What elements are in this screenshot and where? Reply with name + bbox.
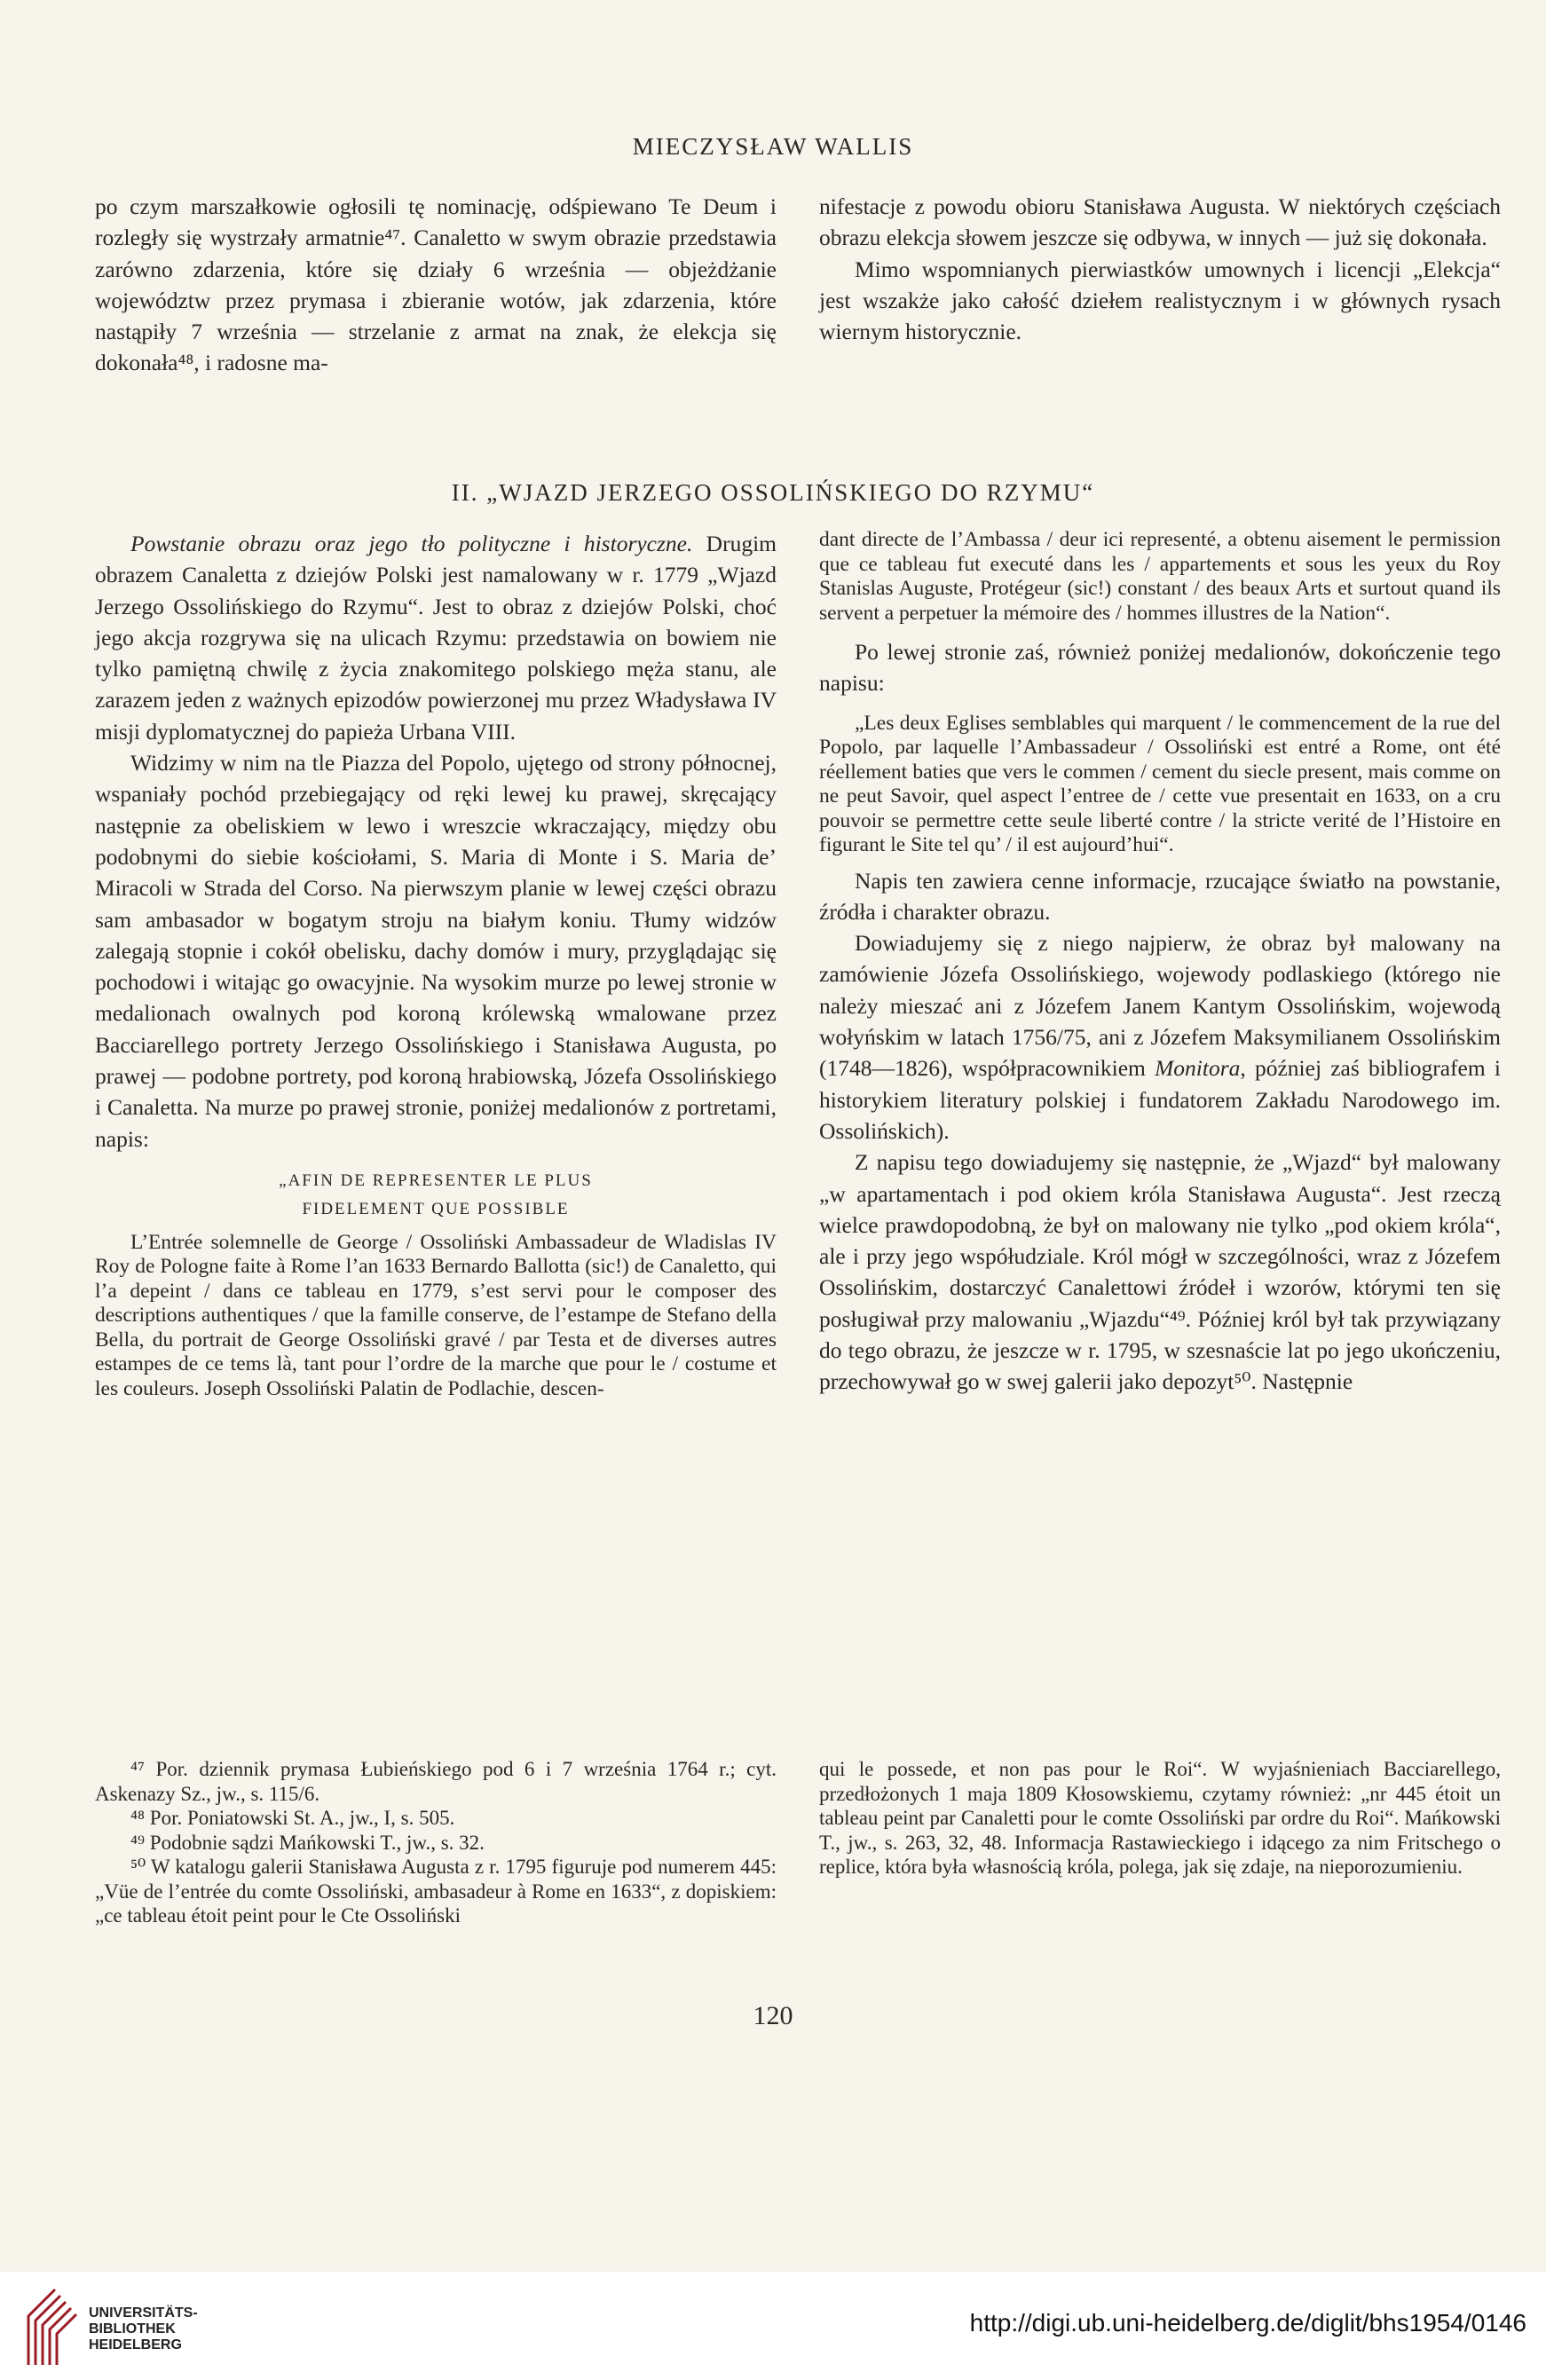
library-name-line-3: HEIDELBERG xyxy=(89,2337,182,2352)
inscription-quote-2: „Les deux Eglises semblables qui marquent / le commencement de la rue del Popolo, par laquelle l’Ambassadeur / Ossoliński est entré a Rome, ont été réellement baties que vers le commen / cement du siecle present, mais comme on ne peut Savoir, quel aspect l’entree de / cette vue presentait en 1633, on a cru pouvoir se permettre cette seule liberté contre / la stricte verité de l’Histoire en figurant le Site tel qu’ / il est aujourd’hui“. xyxy=(819,711,1501,857)
source-url-link[interactable]: http://digi.ub.uni-heidelberg.de/diglit/bhs1954/0146 xyxy=(969,2309,1526,2337)
library-footer xyxy=(0,2272,1546,2380)
page-number: 120 xyxy=(753,2001,793,2030)
top-right-paragraph-1: nifestacje z powodu obioru Stanisława Augusta. W niektórych częściach obrazu elekcja słowem jeszcze się odbywa, w innych — już się dokonała. xyxy=(819,193,1501,251)
footnote-48: ⁴⁸ Por. Poniatowski St. A., jw., I, s. 505. xyxy=(130,1807,455,1829)
main-left-column xyxy=(95,528,777,1401)
left-paragraph-1-text: Drugim obrazem Canaletta z dziejów Polski jest namalowany w r. 1779 „Wjazd Jerzego Ossolińskiego do Rzymu“. Jest to obraz z dziejów Polski, choć jego akcja rozgrywa się na ulicach Rzymu: przedstawia on bowiem nie tylko pamiętną chwilę z życia znakomitego polskiego męża stanu, ale zarazem jeden z ważnych epizodów powierzonej mu przez Władysława IV misji dyplomatycznej do papieża Urbana VIII. xyxy=(95,531,777,745)
library-name-line-1: UNIVERSITÄTS- xyxy=(89,2305,198,2321)
top-right-column xyxy=(819,191,1501,347)
left-paragraph-2: Widzimy w nim na tle Piazza del Popolo, ujętego od strony północnej, wspaniały pochód przebiegający od ręki lewej ku prawej, skręcający następnie za obeliskiem w lewo i wreszcie wkraczający, między obu podobnymi do siebie kościołami, S. Maria di Monte i S. Maria de’ Miracoli w Strada del Corso. Na pierwszym planie w lewej części obrazu sam ambasador w bogatym stroju na białym koniu. Tłumy widzów zalegają stopnie i cokół obelisku, dachy domów i mury, przyglądając się pochodowi i witając go owacyjnie. Na wysokim murze po lewej stronie w medalionach owalnych pod koroną królewską wmalowane przez Bacciarellego portrety Jerzego Ossolińskiego i Stanisława Augusta, po prawej — podobne portrety, pod koroną hrabiowską, Józefa Ossolińskiego i Canaletta. Na murze po prawej stronie, poniżej medalionów z portretami, napis: xyxy=(95,750,777,1152)
right-paragraph-3: Napis ten zawiera cenne informacje, rzucające światło na powstanie, źródła i charakter obrazu. xyxy=(819,867,1501,925)
footnote-50-continued: qui le possede, et non pas pour le Roi“. W wyjaśnieniach Bacciarellego, przedłożonych 1 maja 1809 Kłosowskiemu, czytamy również: „nr 445 étoit un tableau peint par Canaletti pour le comte Ossoliński par ordre du Roi“. Mańkowski T., jw., s. 263, 32, 48. Informacja Rastawieckiego i idącego za nim Fritschego o replice, która była własnością króla, polega, jak się zdaje, na nieporozumieniu. xyxy=(819,1758,1501,1878)
inscription-quote: L’Entrée solemnelle de George / Ossoliński Ambassadeur de Wladislas IV Roy de Pologne faite à Rome l’an 1633 Bernardo Ballotta (sic!) de Canaletto, qui l’a depeint / dans ce tableau en 1779, s’est servi pour le composer des descriptions authentiques / que la famille conserve, de l’estampe de Stefano della Bella, du portrait de George Ossoliński gravé / par Testa et de diverses autres estampes de ce tems là, tant pour l’ordre de la marche que pour le / costume et les couleurs. Joseph Ossoliński Palatin de Podlachie, descen- xyxy=(95,1230,777,1400)
footnote-47: ⁴⁷ Por. dziennik prymasa Łubieńskiego pod 6 i 7 września 1764 r.; cyt. Askenazy Sz., jw., s. 115/6. xyxy=(95,1758,777,1805)
library-name xyxy=(89,2305,198,2353)
inscription-title-line-1: „AFIN DE REPRESENTER LE PLUS xyxy=(279,1170,593,1190)
right-paragraph-4-text-a: Dowiadujemy się z niego najpierw, że obraz był malowany na zamówienie Józefa Ossolińskiego, wojewody podlaskiego (którego nie należy mieszać ani z Józefem Janem Kantym Ossolińskim, wojewodą wołyńskim w latach 1756/75, ani z Józefem Maksymilianem Ossolińskim (1748—1826), współpracownikiem xyxy=(819,930,1501,1082)
right-paragraph-4-text-b: , później zaś bibliografem i historykiem literatury polskiej i fundatorem Zakładu Narodowego im. Ossolińskich). xyxy=(819,1055,1501,1144)
right-paragraph-4 xyxy=(819,927,1501,1147)
inscription-title xyxy=(95,1167,777,1224)
main-right-column xyxy=(819,528,1501,1398)
top-right-paragraph-2: Mimo wspomnianych pierwiastków umownych i licencji „Elekcja“ jest wszakże jako całość dziełem realistycznym i w głównych rysach wiernym historycznie. xyxy=(819,256,1501,345)
right-paragraph-medallions: Po lewej stronie zaś, również poniżej medalionów, dokończenie tego napisu: xyxy=(819,639,1501,697)
running-header: MIECZYSŁAW WALLIS xyxy=(632,133,914,160)
left-paragraph-1 xyxy=(95,528,777,747)
library-name-line-2: BIBLIOTHEK xyxy=(89,2321,176,2337)
right-paragraph-5: Z napisu tego dowiadujemy się następnie, że „Wjazd“ był malowany „w apartamentach i pod okiem króla Stanisława Augusta“. Jest rzeczą wielce prawdopodobną, że był on malowany nie tylko „pod okiem króla“, ale i przy jego współudziale. Król mógł w szczególności, wraz z Józefem Ossolińskim, dostarczyć Canalettowi źródeł i wzorów, którymi ten się posługiwał przy malowaniu „Wjazdu“⁴⁹. Później król był tak przywiązany do tego obrazu, że jeszcze w r. 1795, w szesnaście lat po jego ukończeniu, przechowywał go w swej galerii jako depozyt⁵⁰. Następnie xyxy=(819,1149,1501,1395)
top-left-paragraph: po czym marszałkowie ogłosili tę nominację, odśpiewano Te Deum i rozległy się wystrzały armatnie⁴⁷. Canaletto w swym obrazie przedstawia zarówno zdarzenia, które się działy 6 września — objeżdżanie województw przez prymasa i zbieranie wotów, jak zdarzenia, które nastąpiły 7 września — strzelanie z armat na znak, że elekcja się dokonała⁴⁸, i radosne ma- xyxy=(95,193,777,376)
library-logo-icon xyxy=(20,2285,82,2369)
footnote-49: ⁴⁹ Podobnie sądzi Mańkowski T., jw., s. 32. xyxy=(130,1831,485,1854)
inscription-title-line-2: FIDELEMENT QUE POSSIBLE xyxy=(302,1199,570,1218)
footnotes-left xyxy=(95,1757,777,1928)
left-paragraph-1-italic: Powstanie obrazu oraz jego tło polityczne i historyczne. xyxy=(130,531,693,556)
inscription-quote-continued: dant directe de l’Ambassa / deur ici representé, a obtenu aisement le permission que ce tableau fut executé dans les / appartements et sous les yeux du Roy Stanislas Auguste, Protégeur (sic!) constant / des beaux Arts et surtout quand ils servent a perpetuer la mémoire des / hommes illustres de la Nation“. xyxy=(819,528,1501,625)
right-paragraph-4-italic: Monitora xyxy=(1155,1055,1241,1082)
top-left-column xyxy=(95,191,777,379)
section-title: II. „WJAZD JERZEGO OSSOLIŃSKIEGO DO RZYMU“ xyxy=(451,479,1095,506)
footnotes-right xyxy=(819,1757,1501,1880)
footnote-50: ⁵⁰ W katalogu galerii Stanisława Augusta z r. 1795 figuruje pod numerem 445: „Vüe de l’entrée du comte Ossoliński, ambasadeur à Rome en 1633“, z dopiskiem: „ce tableau étoit peint pour le Cte Ossoliński xyxy=(95,1856,777,1927)
